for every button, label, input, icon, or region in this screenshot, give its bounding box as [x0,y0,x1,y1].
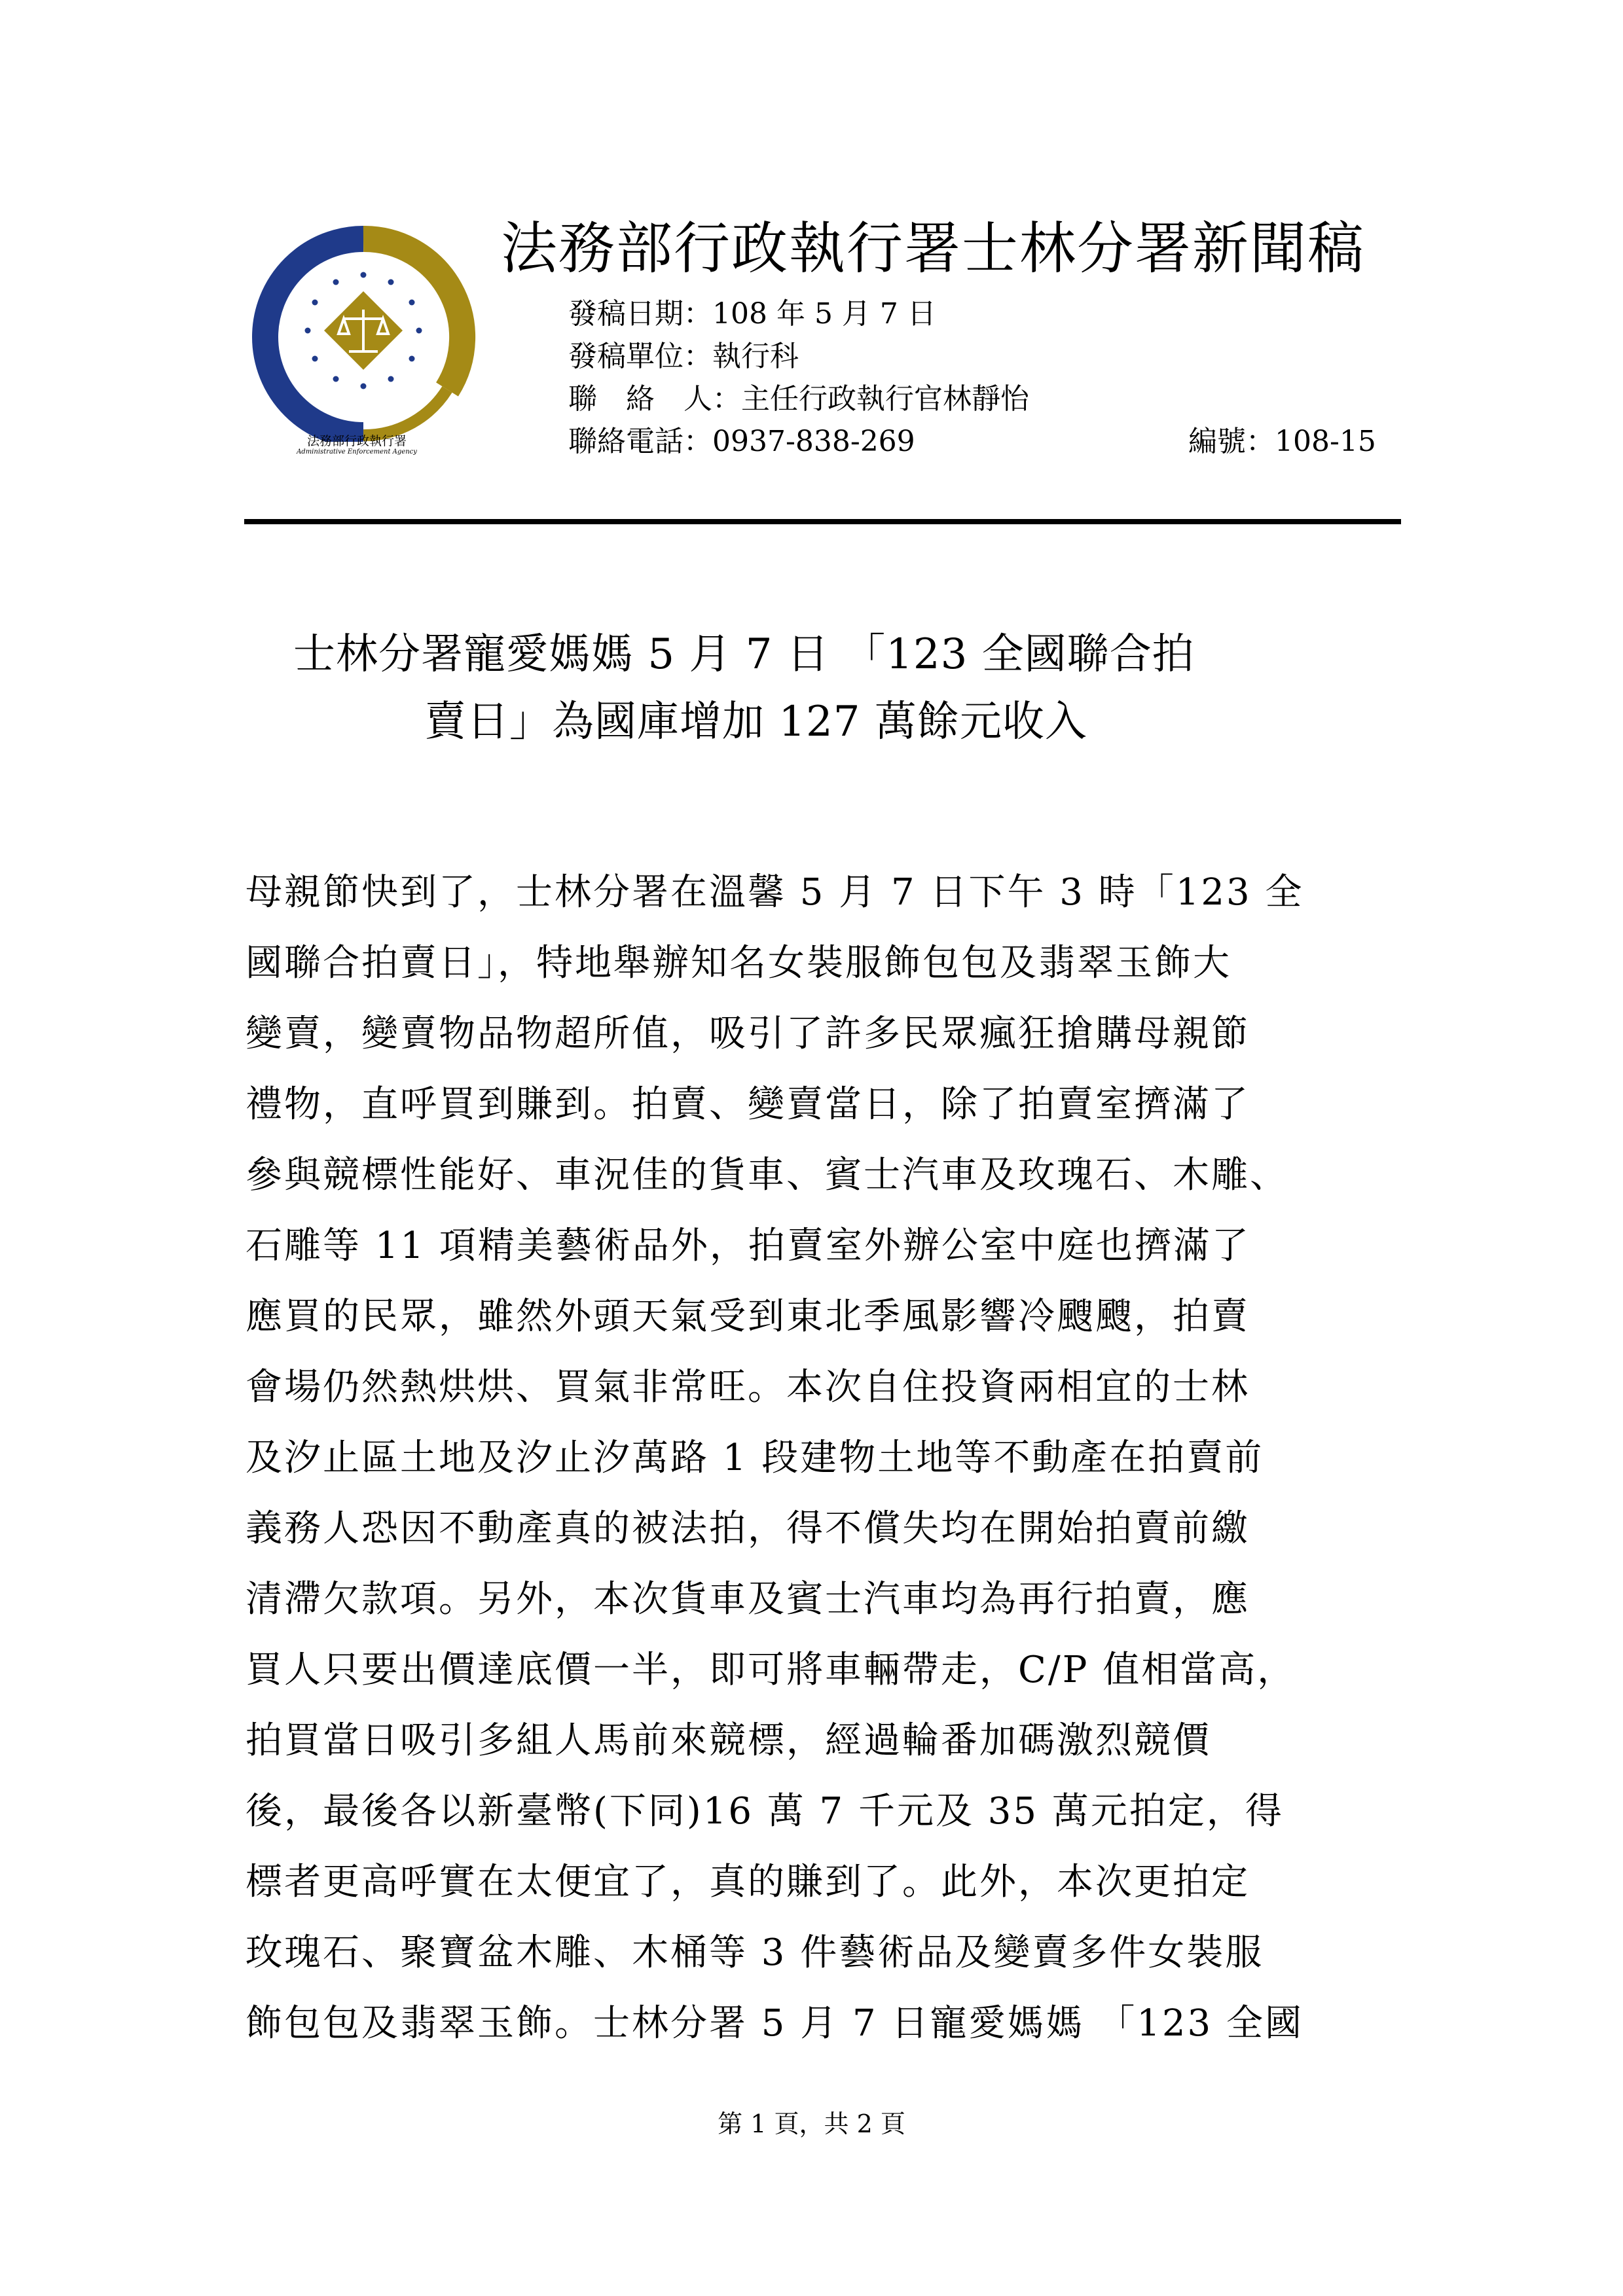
body-line: 國聯合拍賣日」，特地舉辦知名女裝服飾包包及翡翠玉飾大 [246,942,1231,984]
body-line: 禮物，直呼買到賺到。拍賣、變賣當日，除了拍賣室擠滿了 [246,1083,1250,1126]
header-divider [244,519,1401,524]
page-number: 第 1 頁，共 2 頁 [718,2109,905,2138]
body-line: 玫瑰石、聚寶盆木雕、木桶等 3 件藝術品及變賣多件女裝服 [246,1931,1264,1974]
contact-person: 聯 絡 人：主任行政執行官林靜怡 [568,382,1029,416]
logo-caption-en: Administrative Enforcement Agency [297,448,417,456]
body-line: 石雕等 11 項精美藝術品外，拍賣室外辦公室中庭也擠滿了 [246,1225,1250,1267]
press-release-title: 法務部行政執行署士林分署新聞稿 [501,216,1365,281]
body-line: 清滯欠款項。另外，本次貨車及賓士汽車均為再行拍賣，應 [246,1578,1250,1621]
body-line: 拍買當日吸引多組人馬前來競標，經過輪番加碼激烈競價 [246,1719,1211,1762]
contact-phone: 聯絡電話：0937-838-269 [568,425,915,458]
body-line: 參與競標性能好、車況佳的貨車、賓士汽車及玫瑰石、木雕、 [246,1154,1288,1196]
agency-logo [239,226,488,461]
body-line: 應買的民眾，雖然外頭天氣受到東北季風影響冷颼颼，拍賣 [246,1295,1250,1338]
body-line: 標者更高呼實在太便宜了，真的賺到了。此外，本次更拍定 [246,1861,1250,1903]
body-line: 會場仍然熱烘烘、買氣非常旺。本次自住投資兩相宜的士林 [246,1366,1250,1408]
body-line: 買人只要出價達底價一半，即可將車輛帶走，C/P 值相當高， [246,1649,1296,1691]
headline-line-2: 賣日」為國庫增加 127 萬餘元收入 [424,698,1087,746]
document-number: 編號：108-15 [1188,425,1376,458]
body-line: 變賣，變賣物品物超所值，吸引了許多民眾瘋狂搶購母親節 [246,1013,1250,1055]
body-line: 母親節快到了，士林分署在溫馨 5 月 7 日下午 3 時「123 全 [246,871,1304,914]
release-unit: 發稿單位：執行科 [568,340,799,373]
body-line: 義務人恐因不動產真的被法拍，得不償失均在開始拍賣前繳 [246,1507,1250,1550]
body-line: 後，最後各以新臺幣(下同)16 萬 7 千元及 35 萬元拍定，得 [246,1790,1284,1833]
logo-caption: 法務部行政執行署 [306,434,407,448]
release-date: 發稿日期：108 年 5 月 7 日 [568,297,936,331]
article-body [246,857,1385,2059]
headline-line-1: 士林分署寵愛媽媽 5 月 7 日 「123 全國聯合拍 [293,630,1195,679]
body-line: 飾包包及翡翠玉飾。士林分署 5 月 7 日寵愛媽媽 「123 全國 [246,2002,1304,2045]
scales-of-justice-emblem-icon [239,226,488,442]
body-line: 及汐止區土地及汐止汐萬路 1 段建物土地等不動產在拍賣前 [246,1437,1264,1479]
